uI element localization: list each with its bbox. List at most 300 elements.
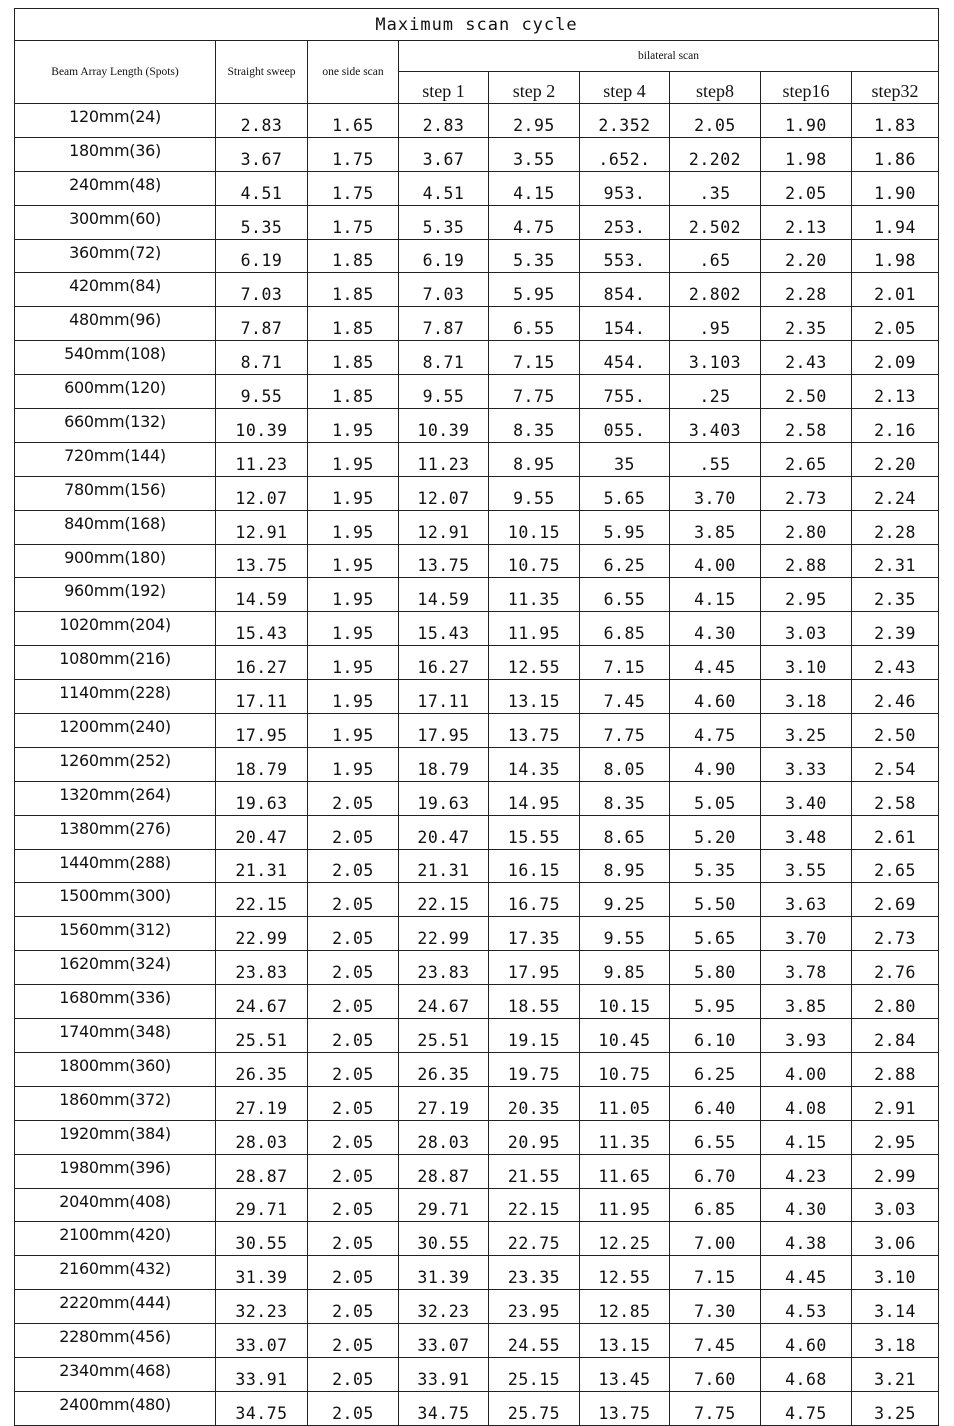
value-cell: 1.95 bbox=[308, 510, 399, 544]
value-cell: 2.95 bbox=[761, 578, 852, 612]
beam-length-cell: 360mm(72) bbox=[15, 239, 216, 273]
value-cell: 33.07 bbox=[216, 1324, 308, 1358]
value-cell: 15.43 bbox=[216, 612, 308, 646]
value-cell: 2.35 bbox=[761, 307, 852, 341]
value-cell: 25.51 bbox=[216, 1019, 308, 1053]
beam-length-cell: 180mm(36) bbox=[15, 137, 216, 171]
table-row bbox=[15, 1120, 939, 1154]
value-cell: 8.95 bbox=[580, 849, 670, 883]
value-cell: 20.35 bbox=[489, 1086, 580, 1120]
value-cell: 13.75 bbox=[216, 544, 308, 578]
value-cell: 1.95 bbox=[308, 476, 399, 510]
value-cell: 3.18 bbox=[761, 680, 852, 714]
value-cell: 6.19 bbox=[216, 239, 308, 273]
value-cell: 11.95 bbox=[580, 1188, 670, 1222]
value-cell: 2.05 bbox=[852, 307, 939, 341]
value-cell: 18.55 bbox=[489, 985, 580, 1019]
value-cell: 22.99 bbox=[216, 917, 308, 951]
value-cell: 18.79 bbox=[216, 747, 308, 781]
table-body bbox=[15, 104, 939, 1426]
value-cell: 2.13 bbox=[761, 205, 852, 239]
scan-cycle-table bbox=[14, 8, 939, 1426]
table-row bbox=[15, 1019, 939, 1053]
value-cell: 2.54 bbox=[852, 747, 939, 781]
value-cell: 3.33 bbox=[761, 747, 852, 781]
value-cell: 2.05 bbox=[308, 951, 399, 985]
value-cell: 22.75 bbox=[489, 1222, 580, 1256]
value-cell: 2.80 bbox=[852, 985, 939, 1019]
value-cell: 8.65 bbox=[580, 815, 670, 849]
value-cell: 31.39 bbox=[216, 1256, 308, 1290]
value-cell: 10.45 bbox=[580, 1019, 670, 1053]
value-cell: 5.35 bbox=[489, 239, 580, 273]
beam-length-cell: 1860mm(372) bbox=[15, 1086, 216, 1120]
value-cell: 2.05 bbox=[308, 883, 399, 917]
beam-length-cell: 1680mm(336) bbox=[15, 985, 216, 1019]
value-cell: 12.85 bbox=[580, 1290, 670, 1324]
beam-length-cell: 1560mm(312) bbox=[15, 917, 216, 951]
value-cell: 454. bbox=[580, 341, 670, 375]
value-cell: 1.98 bbox=[761, 137, 852, 171]
beam-length-cell: 2280mm(456) bbox=[15, 1324, 216, 1358]
beam-length-cell: 2160mm(432) bbox=[15, 1256, 216, 1290]
table-row bbox=[15, 951, 939, 985]
value-cell: 4.90 bbox=[670, 747, 761, 781]
value-cell: 21.55 bbox=[489, 1154, 580, 1188]
value-cell: 2.28 bbox=[852, 510, 939, 544]
value-cell: 2.43 bbox=[852, 646, 939, 680]
value-cell: 3.03 bbox=[761, 612, 852, 646]
value-cell: 13.45 bbox=[580, 1357, 670, 1391]
value-cell: 34.75 bbox=[399, 1391, 489, 1425]
value-cell: 25.51 bbox=[399, 1019, 489, 1053]
beam-length-cell: 2340mm(468) bbox=[15, 1357, 216, 1391]
table-row bbox=[15, 849, 939, 883]
value-cell: 9.25 bbox=[580, 883, 670, 917]
table-row bbox=[15, 612, 939, 646]
beam-length-cell: 1380mm(276) bbox=[15, 815, 216, 849]
beam-length-cell: 600mm(120) bbox=[15, 375, 216, 409]
beam-length-cell: 1920mm(384) bbox=[15, 1120, 216, 1154]
value-cell: 2.35 bbox=[852, 578, 939, 612]
value-cell: 2.01 bbox=[852, 273, 939, 307]
value-cell: 33.91 bbox=[399, 1357, 489, 1391]
value-cell: 2.99 bbox=[852, 1154, 939, 1188]
value-cell: 1.95 bbox=[308, 409, 399, 443]
table-row bbox=[15, 781, 939, 815]
value-cell: 3.10 bbox=[761, 646, 852, 680]
header-step-4: step 4 bbox=[580, 72, 670, 104]
value-cell: 2.05 bbox=[308, 1154, 399, 1188]
value-cell: 2.802 bbox=[670, 273, 761, 307]
value-cell: 7.15 bbox=[580, 646, 670, 680]
value-cell: 2.13 bbox=[852, 375, 939, 409]
value-cell: 12.91 bbox=[216, 510, 308, 544]
value-cell: 14.35 bbox=[489, 747, 580, 781]
value-cell: 2.24 bbox=[852, 476, 939, 510]
beam-length-cell: 960mm(192) bbox=[15, 578, 216, 612]
value-cell: 2.502 bbox=[670, 205, 761, 239]
value-cell: 6.70 bbox=[670, 1154, 761, 1188]
beam-length-cell: 840mm(168) bbox=[15, 510, 216, 544]
table-row bbox=[15, 646, 939, 680]
value-cell: 6.40 bbox=[670, 1086, 761, 1120]
value-cell: 10.39 bbox=[216, 409, 308, 443]
value-cell: 4.60 bbox=[670, 680, 761, 714]
value-cell: 3.48 bbox=[761, 815, 852, 849]
table-row bbox=[15, 1188, 939, 1222]
value-cell: 3.67 bbox=[216, 137, 308, 171]
value-cell: 7.30 bbox=[670, 1290, 761, 1324]
value-cell: 1.90 bbox=[852, 171, 939, 205]
value-cell: 953. bbox=[580, 171, 670, 205]
value-cell: 5.35 bbox=[216, 205, 308, 239]
value-cell: 2.84 bbox=[852, 1019, 939, 1053]
value-cell: 11.35 bbox=[580, 1120, 670, 1154]
value-cell: 2.50 bbox=[761, 375, 852, 409]
value-cell: 7.03 bbox=[399, 273, 489, 307]
value-cell: 7.45 bbox=[670, 1324, 761, 1358]
value-cell: 2.05 bbox=[308, 985, 399, 1019]
value-cell: 22.15 bbox=[216, 883, 308, 917]
value-cell: 3.40 bbox=[761, 781, 852, 815]
beam-length-cell: 1620mm(324) bbox=[15, 951, 216, 985]
value-cell: 12.55 bbox=[580, 1256, 670, 1290]
table-row bbox=[15, 1357, 939, 1391]
value-cell: 10.15 bbox=[580, 985, 670, 1019]
value-cell: 6.85 bbox=[670, 1188, 761, 1222]
value-cell: 1.86 bbox=[852, 137, 939, 171]
value-cell: 4.15 bbox=[489, 171, 580, 205]
value-cell: 12.25 bbox=[580, 1222, 670, 1256]
value-cell: 3.55 bbox=[489, 137, 580, 171]
value-cell: 35 bbox=[580, 442, 670, 476]
value-cell: 3.55 bbox=[761, 849, 852, 883]
value-cell: 28.87 bbox=[399, 1154, 489, 1188]
value-cell: 755. bbox=[580, 375, 670, 409]
value-cell: 1.95 bbox=[308, 714, 399, 748]
value-cell: 11.23 bbox=[216, 442, 308, 476]
value-cell: 10.75 bbox=[489, 544, 580, 578]
value-cell: .652. bbox=[580, 137, 670, 171]
value-cell: 10.75 bbox=[580, 1052, 670, 1086]
value-cell: 2.95 bbox=[852, 1120, 939, 1154]
value-cell: 16.27 bbox=[216, 646, 308, 680]
value-cell: 4.75 bbox=[489, 205, 580, 239]
value-cell: 3.03 bbox=[852, 1188, 939, 1222]
value-cell: 20.47 bbox=[216, 815, 308, 849]
table-row bbox=[15, 273, 939, 307]
table-row bbox=[15, 409, 939, 443]
value-cell: 4.75 bbox=[670, 714, 761, 748]
scan-cycle-document bbox=[14, 8, 938, 1426]
table-row bbox=[15, 442, 939, 476]
beam-length-cell: 1260mm(252) bbox=[15, 747, 216, 781]
value-cell: 32.23 bbox=[399, 1290, 489, 1324]
value-cell: 19.15 bbox=[489, 1019, 580, 1053]
table-row bbox=[15, 137, 939, 171]
table-row bbox=[15, 985, 939, 1019]
table-row bbox=[15, 1222, 939, 1256]
value-cell: 2.05 bbox=[308, 1222, 399, 1256]
value-cell: 29.71 bbox=[216, 1188, 308, 1222]
table-row bbox=[15, 1256, 939, 1290]
beam-length-cell: 420mm(84) bbox=[15, 273, 216, 307]
value-cell: 17.95 bbox=[216, 714, 308, 748]
value-cell: 5.95 bbox=[670, 985, 761, 1019]
table-row bbox=[15, 171, 939, 205]
value-cell: 8.71 bbox=[399, 341, 489, 375]
value-cell: 3.18 bbox=[852, 1324, 939, 1358]
value-cell: 7.75 bbox=[670, 1391, 761, 1425]
value-cell: 5.65 bbox=[670, 917, 761, 951]
value-cell: 3.103 bbox=[670, 341, 761, 375]
value-cell: 21.31 bbox=[399, 849, 489, 883]
value-cell: 2.50 bbox=[852, 714, 939, 748]
table-row bbox=[15, 239, 939, 273]
value-cell: 9.55 bbox=[580, 917, 670, 951]
value-cell: 2.65 bbox=[761, 442, 852, 476]
table-row bbox=[15, 307, 939, 341]
beam-length-cell: 1080mm(216) bbox=[15, 646, 216, 680]
value-cell: 5.65 bbox=[580, 476, 670, 510]
value-cell: 14.59 bbox=[216, 578, 308, 612]
value-cell: 2.05 bbox=[308, 1188, 399, 1222]
value-cell: 19.63 bbox=[399, 781, 489, 815]
value-cell: 17.35 bbox=[489, 917, 580, 951]
value-cell: 18.79 bbox=[399, 747, 489, 781]
value-cell: 2.09 bbox=[852, 341, 939, 375]
value-cell: 2.05 bbox=[308, 1324, 399, 1358]
value-cell: 2.05 bbox=[308, 1256, 399, 1290]
value-cell: 2.73 bbox=[761, 476, 852, 510]
value-cell: 3.403 bbox=[670, 409, 761, 443]
value-cell: 26.35 bbox=[216, 1052, 308, 1086]
value-cell: 24.67 bbox=[216, 985, 308, 1019]
value-cell: 13.15 bbox=[580, 1324, 670, 1358]
beam-length-cell: 1800mm(360) bbox=[15, 1052, 216, 1086]
value-cell: 16.27 bbox=[399, 646, 489, 680]
table-row bbox=[15, 341, 939, 375]
value-cell: 3.93 bbox=[761, 1019, 852, 1053]
beam-length-cell: 300mm(60) bbox=[15, 205, 216, 239]
value-cell: 055. bbox=[580, 409, 670, 443]
value-cell: 13.75 bbox=[489, 714, 580, 748]
table-row bbox=[15, 1391, 939, 1425]
value-cell: 26.35 bbox=[399, 1052, 489, 1086]
value-cell: .95 bbox=[670, 307, 761, 341]
value-cell: 2.20 bbox=[761, 239, 852, 273]
table-row bbox=[15, 544, 939, 578]
value-cell: 12.55 bbox=[489, 646, 580, 680]
header-step-2: step 2 bbox=[489, 72, 580, 104]
beam-length-cell: 2220mm(444) bbox=[15, 1290, 216, 1324]
table-row bbox=[15, 680, 939, 714]
value-cell: 4.51 bbox=[399, 171, 489, 205]
value-cell: 9.85 bbox=[580, 951, 670, 985]
table-row bbox=[15, 917, 939, 951]
value-cell: 1.95 bbox=[308, 578, 399, 612]
value-cell: 25.75 bbox=[489, 1391, 580, 1425]
value-cell: 1.95 bbox=[308, 442, 399, 476]
value-cell: 7.00 bbox=[670, 1222, 761, 1256]
value-cell: 1.95 bbox=[308, 612, 399, 646]
value-cell: 6.55 bbox=[670, 1120, 761, 1154]
value-cell: 2.352 bbox=[580, 104, 670, 138]
value-cell: 4.68 bbox=[761, 1357, 852, 1391]
value-cell: 553. bbox=[580, 239, 670, 273]
value-cell: 2.83 bbox=[216, 104, 308, 138]
value-cell: 1.65 bbox=[308, 104, 399, 138]
value-cell: 4.51 bbox=[216, 171, 308, 205]
value-cell: 24.55 bbox=[489, 1324, 580, 1358]
value-cell: 19.75 bbox=[489, 1052, 580, 1086]
value-cell: 22.15 bbox=[399, 883, 489, 917]
value-cell: 2.05 bbox=[308, 1019, 399, 1053]
beam-length-cell: 660mm(132) bbox=[15, 409, 216, 443]
value-cell: 11.35 bbox=[489, 578, 580, 612]
value-cell: 4.38 bbox=[761, 1222, 852, 1256]
value-cell: 5.05 bbox=[670, 781, 761, 815]
value-cell: .65 bbox=[670, 239, 761, 273]
value-cell: 4.23 bbox=[761, 1154, 852, 1188]
table-row bbox=[15, 205, 939, 239]
value-cell: 22.15 bbox=[489, 1188, 580, 1222]
table-row bbox=[15, 510, 939, 544]
beam-length-cell: 2400mm(480) bbox=[15, 1391, 216, 1425]
header-straight-sweep: Straight sweep bbox=[216, 41, 308, 104]
value-cell: 15.55 bbox=[489, 815, 580, 849]
value-cell: 17.11 bbox=[216, 680, 308, 714]
value-cell: 20.47 bbox=[399, 815, 489, 849]
value-cell: 4.53 bbox=[761, 1290, 852, 1324]
value-cell: 7.75 bbox=[580, 714, 670, 748]
table-row bbox=[15, 375, 939, 409]
value-cell: 28.03 bbox=[216, 1120, 308, 1154]
value-cell: 5.35 bbox=[399, 205, 489, 239]
value-cell: 23.83 bbox=[399, 951, 489, 985]
value-cell: 4.45 bbox=[670, 646, 761, 680]
value-cell: 20.95 bbox=[489, 1120, 580, 1154]
beam-length-cell: 120mm(24) bbox=[15, 104, 216, 138]
value-cell: 2.16 bbox=[852, 409, 939, 443]
value-cell: 14.59 bbox=[399, 578, 489, 612]
beam-length-cell: 780mm(156) bbox=[15, 476, 216, 510]
value-cell: 2.28 bbox=[761, 273, 852, 307]
value-cell: 2.80 bbox=[761, 510, 852, 544]
value-cell: 2.83 bbox=[399, 104, 489, 138]
value-cell: 1.75 bbox=[308, 171, 399, 205]
value-cell: 2.05 bbox=[308, 1120, 399, 1154]
value-cell: 25.15 bbox=[489, 1357, 580, 1391]
value-cell: 2.05 bbox=[308, 849, 399, 883]
value-cell: 4.75 bbox=[761, 1391, 852, 1425]
value-cell: 2.43 bbox=[761, 341, 852, 375]
value-cell: 3.67 bbox=[399, 137, 489, 171]
value-cell: 154. bbox=[580, 307, 670, 341]
value-cell: 2.95 bbox=[489, 104, 580, 138]
value-cell: 17.11 bbox=[399, 680, 489, 714]
value-cell: 3.70 bbox=[761, 917, 852, 951]
value-cell: 31.39 bbox=[399, 1256, 489, 1290]
table-row bbox=[15, 747, 939, 781]
value-cell: 3.70 bbox=[670, 476, 761, 510]
value-cell: 22.99 bbox=[399, 917, 489, 951]
value-cell: 6.25 bbox=[670, 1052, 761, 1086]
beam-length-cell: 540mm(108) bbox=[15, 341, 216, 375]
value-cell: 8.71 bbox=[216, 341, 308, 375]
beam-length-cell: 720mm(144) bbox=[15, 442, 216, 476]
header-step-8: step8 bbox=[670, 72, 761, 104]
value-cell: 11.65 bbox=[580, 1154, 670, 1188]
beam-length-cell: 900mm(180) bbox=[15, 544, 216, 578]
value-cell: 4.60 bbox=[761, 1324, 852, 1358]
value-cell: 2.05 bbox=[308, 1086, 399, 1120]
value-cell: 7.15 bbox=[670, 1256, 761, 1290]
value-cell: 1.95 bbox=[308, 680, 399, 714]
value-cell: 15.43 bbox=[399, 612, 489, 646]
table-row bbox=[15, 1290, 939, 1324]
value-cell: .35 bbox=[670, 171, 761, 205]
value-cell: 7.87 bbox=[216, 307, 308, 341]
value-cell: 2.202 bbox=[670, 137, 761, 171]
value-cell: 12.07 bbox=[399, 476, 489, 510]
beam-length-cell: 1320mm(264) bbox=[15, 781, 216, 815]
value-cell: 2.88 bbox=[761, 544, 852, 578]
value-cell: 4.00 bbox=[761, 1052, 852, 1086]
value-cell: 6.55 bbox=[489, 307, 580, 341]
value-cell: 10.15 bbox=[489, 510, 580, 544]
value-cell: 13.75 bbox=[399, 544, 489, 578]
value-cell: 4.45 bbox=[761, 1256, 852, 1290]
value-cell: 11.23 bbox=[399, 442, 489, 476]
value-cell: 10.39 bbox=[399, 409, 489, 443]
beam-length-cell: 480mm(96) bbox=[15, 307, 216, 341]
value-cell: 1.83 bbox=[852, 104, 939, 138]
value-cell: 23.83 bbox=[216, 951, 308, 985]
beam-length-cell: 2100mm(420) bbox=[15, 1222, 216, 1256]
value-cell: 7.60 bbox=[670, 1357, 761, 1391]
value-cell: 13.75 bbox=[580, 1391, 670, 1425]
value-cell: 12.07 bbox=[216, 476, 308, 510]
value-cell: 2.05 bbox=[308, 1357, 399, 1391]
header-bilateral-scan: bilateral scan bbox=[399, 41, 939, 72]
beam-length-cell: 1200mm(240) bbox=[15, 714, 216, 748]
value-cell: 3.25 bbox=[761, 714, 852, 748]
value-cell: 6.55 bbox=[580, 578, 670, 612]
value-cell: 1.90 bbox=[761, 104, 852, 138]
value-cell: 21.31 bbox=[216, 849, 308, 883]
value-cell: 6.10 bbox=[670, 1019, 761, 1053]
value-cell: 9.55 bbox=[489, 476, 580, 510]
table-title: Maximum scan cycle bbox=[15, 9, 939, 41]
value-cell: 23.35 bbox=[489, 1256, 580, 1290]
value-cell: 28.03 bbox=[399, 1120, 489, 1154]
value-cell: 4.15 bbox=[670, 578, 761, 612]
value-cell: 3.14 bbox=[852, 1290, 939, 1324]
value-cell: 8.35 bbox=[580, 781, 670, 815]
value-cell: 2.20 bbox=[852, 442, 939, 476]
value-cell: 1.85 bbox=[308, 273, 399, 307]
value-cell: 7.15 bbox=[489, 341, 580, 375]
value-cell: 32.23 bbox=[216, 1290, 308, 1324]
value-cell: 27.19 bbox=[216, 1086, 308, 1120]
value-cell: 854. bbox=[580, 273, 670, 307]
beam-length-cell: 1500mm(300) bbox=[15, 883, 216, 917]
value-cell: 7.03 bbox=[216, 273, 308, 307]
value-cell: 3.21 bbox=[852, 1357, 939, 1391]
value-cell: 2.88 bbox=[852, 1052, 939, 1086]
